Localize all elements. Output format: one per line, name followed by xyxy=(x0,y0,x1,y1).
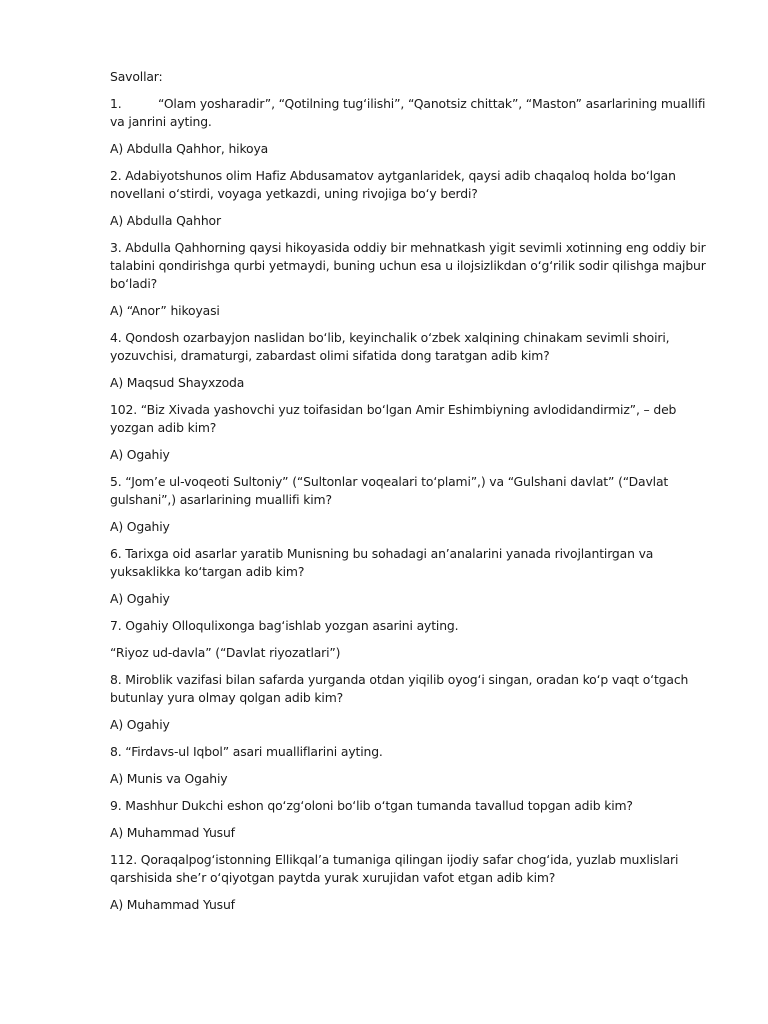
question-5: 5. “Jom’e ul-voqeoti Sultoniy” (“Sultonlar voqealari to‘plami”,) va “Gulshani davlat” (“Davlat gulshani”,) asarlarining muallifi kim? xyxy=(110,474,669,507)
answer-3: A) “Anor” hikoyasi xyxy=(110,303,220,318)
question-9: 9. Mashhur Dukchi eshon qo‘zg‘oloni bo‘lib o‘tgan tumanda tavallud topgan adib kim? xyxy=(110,798,633,813)
question-1 xyxy=(110,95,722,131)
answer-4: A) Maqsud Shayxzoda xyxy=(110,375,245,390)
answer-8a: A) Ogahiy xyxy=(110,717,170,732)
question-8a: 8. Miroblik vazifasi bilan safarda yurganda otdan yiqilib oyog‘i singan, oradan ko‘p vaqt o‘tgach butunlay yura olmay qolgan adib kim? xyxy=(110,672,689,705)
answer-5: A) Ogahiy xyxy=(110,519,170,534)
question-6: 6. Tarixga oid asarlar yaratib Munisning bu sohadagi an’analarini yanada rivojlantirgan va yuksaklikka ko‘targan adib kim? xyxy=(110,546,654,579)
answer-2: A) Abdulla Qahhor xyxy=(110,213,221,228)
question-2: 2. Adabiyotshunos olim Hafiz Abdusamatov aytganlaridek, qaysi adib chaqaloq holda bo‘lgan novellani o‘stirdi, voyaga yetkazdi, uning rivojiga bo‘y berdi? xyxy=(110,168,676,201)
question-7: 7. Ogahiy Olloqulixonga bag‘ishlab yozgan asarini ayting. xyxy=(110,618,459,633)
page-heading: Savollar: xyxy=(110,69,163,84)
answer-8b: A) Munis va Ogahiy xyxy=(110,771,228,786)
answer-9: A) Muhammad Yusuf xyxy=(110,825,235,840)
question-3: 3. Abdulla Qahhorning qaysi hikoyasida oddiy bir mehnatkash yigit sevimli xotinning eng oddiy bir talabini qondirishga qurbi yetmaydi, buning uchun esa u ilojsizlikdan o‘g‘rilik sodir qilishga majbur bo‘ladi? xyxy=(110,240,706,291)
question-1-text: “Olam yosharadir”, “Qotilning tug‘ilishi”, “Qanotsiz chittak”, “Maston” asarlarining muallifi va janrini ayting. xyxy=(110,96,706,129)
question-1-number: 1. xyxy=(110,96,122,111)
question-8b: 8. “Firdavs-ul Iqbol” asari mualliflarini ayting. xyxy=(110,744,383,759)
answer-1: A) Abdulla Qahhor, hikoya xyxy=(110,141,269,156)
document-page xyxy=(110,68,722,923)
answer-102: A) Ogahiy xyxy=(110,447,170,462)
question-112: 112. Qoraqalpog‘istonning Ellikqal’a tumaniga qilingan ijodiy safar chog‘ida, yuzlab muxlislari qarshisida she’r o‘qiyotgan paytda yurak xurujidan vafot etgan adib kim? xyxy=(110,852,679,885)
answer-7: “Riyoz ud-davla” (“Davlat riyozatlari”) xyxy=(110,645,341,660)
answer-6: A) Ogahiy xyxy=(110,591,170,606)
answer-112: A) Muhammad Yusuf xyxy=(110,897,235,912)
question-4: 4. Qondosh ozarbayjon naslidan bo‘lib, keyinchalik o‘zbek xalqining chinakam sevimli shoiri, yozuvchisi, dramaturgi, zabardast olimi sifatida dong taratgan adib kim? xyxy=(110,330,670,363)
question-102: 102. “Biz Xivada yashovchi yuz toifasidan bo‘lgan Amir Eshimbiyning avlodidandirmiz”, – deb yozgan adib kim? xyxy=(110,402,677,435)
